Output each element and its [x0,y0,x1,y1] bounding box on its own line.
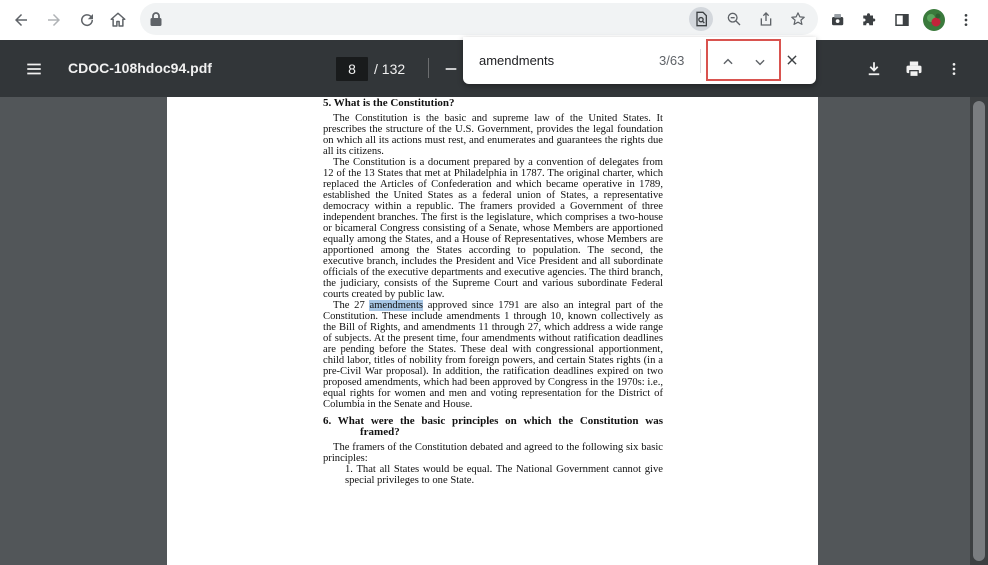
browser-menu-button[interactable] [953,7,979,33]
profile-avatar[interactable] [921,7,947,33]
find-bar [463,37,816,84]
printer-icon [904,59,924,79]
toolbar-separator [428,58,429,78]
print-button[interactable] [901,56,927,82]
pdf-sidebar-menu-button[interactable] [21,56,47,82]
find-previous-button[interactable] [717,51,739,73]
find-next-button[interactable] [749,51,771,73]
address-bar[interactable] [140,3,818,35]
section-heading: 6. What were the basic principles on which the Constitution was framed? [323,415,663,438]
scrollbar[interactable] [970,97,988,565]
extension-icon [829,11,847,29]
find-match-count: 3/63 [659,53,685,68]
scrollbar-thumb[interactable] [973,101,985,561]
download-icon [865,60,883,78]
extensions-menu-button[interactable] [857,7,883,33]
paragraph: The framers of the Constitution debated and agreed to the following six basic principles: [323,442,663,464]
close-icon [785,53,799,67]
text-run: approved since 1791 are also an integral part of the Constitution. These include amendments 1 through 10, known collectively as the Bill of Rights, and amendments 11 through 27, which address a wide range of subjects. At the present time, four amendments without ratification deadlines are pending before the States. These deal with congressional apportionment, child labor, titles of nobility from foreign powers, and certain States rights (in a pre-Civil War proposal). In addition, the ratification deadlines expired on two proposed amendments, which had been approved by Congress in the 1970s: i.e., equal rights for women and men and voting representation for the District of Columbia in the Senate and House. [323,300,663,410]
section-heading: 5. What is the Constitution? [323,97,455,109]
paragraph [323,300,663,410]
hamburger-icon [25,60,43,78]
find-divider [700,49,701,73]
home-icon [109,11,127,29]
forward-button[interactable] [41,7,67,33]
lock-icon [149,11,163,27]
back-button[interactable] [8,7,34,33]
forward-icon [45,11,63,29]
reload-icon [78,11,96,29]
chevron-down-icon [753,55,767,69]
find-close-button[interactable] [781,49,803,71]
pdf-title: CDOC-108hdoc94.pdf [68,60,212,76]
pdf-more-actions-button[interactable] [941,56,967,82]
page-total: / 132 [374,61,406,77]
download-button[interactable] [861,56,887,82]
browser-toolbar [0,0,988,40]
paragraph: The Constitution is a document prepared by a convention of delegates from 12 of the 13 States that met at Philadelphia in 1787. The original charter, which replaced the Articles of Confederation and which became operative in 1789, established the United States as a federal union of States, a representative democracy within a republic. The framers provided a Government of three independent branches. The first is the legislature, which comprises a two-house or bicameral Congress consisting of a Senate, whose Members are apportioned equally among the States, and a House of Representatives, whose Members are apportioned among the States according to population. The second, the executive branch, includes the President and Vice President and all subordinate officials of the executive departments and executive agencies. The third branch, the judiciary, consists of the Supreme Court and various subordinate Federal courts created by public law. [323,157,663,300]
reload-button[interactable] [74,7,100,33]
side-panel-button[interactable] [889,7,915,33]
puzzle-icon [861,11,879,29]
document-text [323,97,663,486]
find-nav-highlight-box [706,39,781,81]
zoom-out-button[interactable] [438,56,464,82]
pdf-viewer[interactable] [0,97,988,565]
side-panel-icon [893,11,911,29]
share-icon [758,11,774,27]
back-icon [12,11,30,29]
share-button[interactable] [754,7,778,31]
chevron-up-icon [721,55,735,69]
paragraph: The Constitution is the basic and supreme law of the United States. It prescribes the structure of the U.S. Government, provides the legal foundation on which all its actions must rest, and enumerates and guarantees the rights due all its citizens. [323,113,663,157]
page-number-input[interactable]: 8 [336,57,368,81]
find-in-page-icon [693,11,709,27]
home-button[interactable] [105,7,131,33]
zoom-button[interactable] [722,7,746,31]
minus-icon [443,61,459,77]
bookmark-button[interactable] [786,7,810,31]
pdf-page [167,97,818,565]
text-run: The 27 [333,300,370,311]
bookmark-star-icon [790,11,806,27]
menu-dots-icon [958,12,974,28]
zoom-icon [726,11,742,27]
menu-dots-icon [946,61,962,77]
list-item: 1. That all States would be equal. The National Government cannot give special privileges to one State. [345,464,663,486]
extension-button[interactable] [825,7,851,33]
find-input[interactable]: amendments [479,53,555,68]
find-in-page-button[interactable] [689,7,713,31]
search-highlight: amendments [369,300,424,311]
